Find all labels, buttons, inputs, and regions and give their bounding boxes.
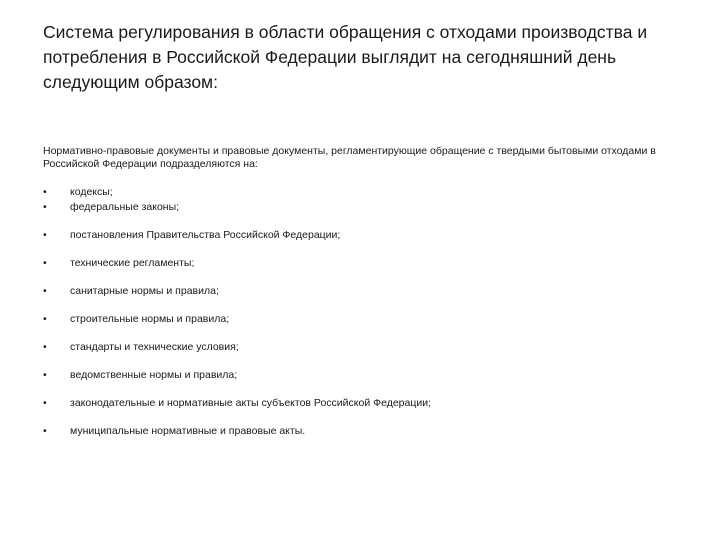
list-item — [43, 424, 683, 439]
intro-paragraph: Нормативно-правовые документы и правовые документы, регламентирующие обращение с твердыми бытовыми отходами в Российской Федерации подразделяются на: — [43, 145, 656, 170]
list-item-text: строительные нормы и правила; — [70, 313, 230, 325]
list-item — [43, 185, 683, 200]
list-item — [43, 284, 683, 299]
list-item — [43, 256, 683, 271]
bullet-icon: • — [43, 369, 47, 381]
bullet-icon: • — [43, 201, 47, 213]
list-item-text: технические регламенты; — [70, 257, 195, 269]
list-item — [43, 368, 683, 383]
list-item-text: муниципальные нормативные и правовые акты. — [70, 425, 306, 437]
bullet-icon: • — [43, 285, 47, 297]
bullet-icon: • — [43, 186, 47, 198]
list-item — [43, 200, 683, 215]
document-type-list — [43, 185, 683, 439]
list-item — [43, 396, 683, 411]
list-item-text: санитарные нормы и правила; — [70, 285, 219, 297]
list-item-text: ведомственные нормы и правила; — [70, 369, 238, 381]
list-item — [43, 312, 683, 327]
bullet-icon: • — [43, 341, 47, 353]
list-item-text: федеральные законы; — [70, 201, 180, 213]
list-item-text: постановления Правительства Российской Федерации; — [70, 229, 341, 241]
list-item-text: стандарты и технические условия; — [70, 341, 239, 353]
bullet-icon: • — [43, 313, 47, 325]
list-item — [43, 228, 683, 243]
list-item-text: законодательные и нормативные акты субъектов Российской Федерации; — [70, 397, 432, 409]
slide-title: Система регулирования в области обращения с отходами производства и потребления в Российской Федерации выглядит на сегодняшний день следующим образом: — [43, 22, 648, 92]
list-item-text: кодексы; — [70, 186, 113, 198]
list-item — [43, 340, 683, 355]
bullet-icon: • — [43, 425, 47, 437]
bullet-icon: • — [43, 257, 47, 269]
bullet-icon: • — [43, 229, 47, 241]
bullet-icon: • — [43, 397, 47, 409]
